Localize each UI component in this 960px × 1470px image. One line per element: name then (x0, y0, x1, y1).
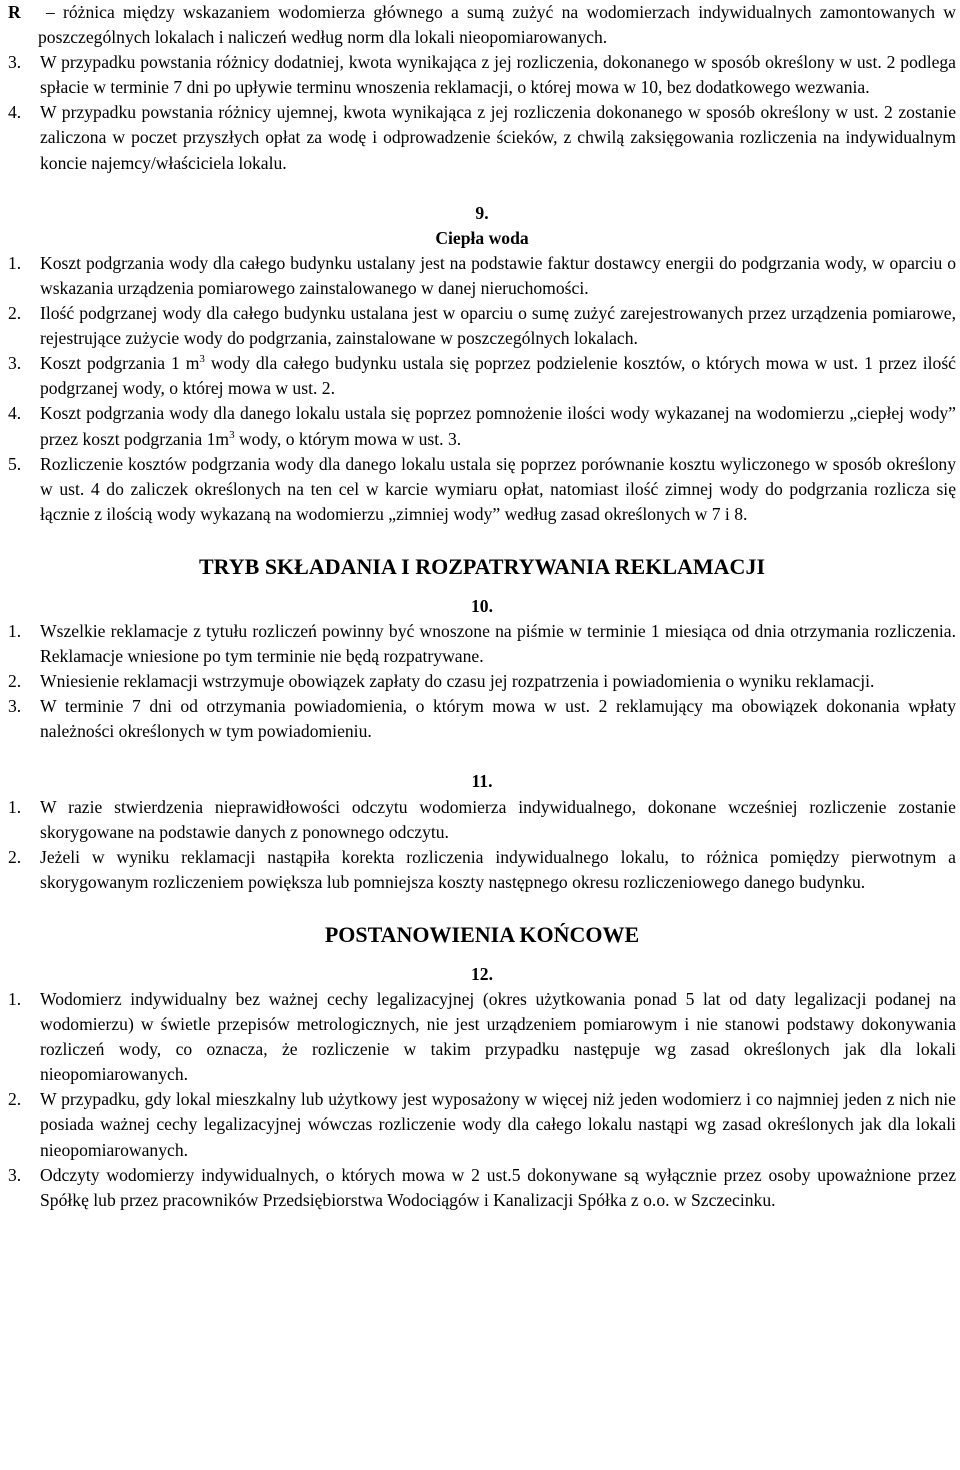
list-item (8, 50, 956, 100)
item-number: 1. (8, 989, 22, 1009)
item-text: Wniesienie reklamacji wstrzymuje obowiązek zapłaty do czasu jej rozpatrzenia i powiadomienia o wyniku reklamacji. (40, 671, 875, 692)
list-item (8, 351, 956, 401)
intro-symbol: R (8, 2, 21, 22)
item-text: Wszelkie reklamacje z tytułu rozliczeń powinny być wnoszone na piśmie w terminie 1 miesiąca od dnia otrzymania rozliczenia. Reklamacje wniesione po tym terminie nie będą rozpatrywane. (40, 620, 956, 667)
list-item (8, 795, 956, 845)
item-number: 4. (8, 403, 22, 424)
item-number: 2. (8, 846, 22, 867)
item-number: 2. (8, 671, 22, 692)
list-item (8, 452, 956, 527)
list-item (8, 669, 956, 694)
item-text: Wodomierz indywidualny bez ważnej cechy legalizacyjnej (okres użytkowania ponad 5 lat od daty legalizacji podanej na wodomierzu) w świetle przepisów metrologicznych, nie jest urządzeniem pomiarowym i nie stanowi podstawy dokonywania rozliczeń wody, co oznacza, że rozliczenie w takim przypadku następuje wg zasad określonych jak dla lokali nieopomiarowanych. (40, 989, 956, 1085)
section-12-number: 12. (471, 963, 493, 984)
item-text-part: Koszt podgrzania wody dla danego lokalu ustala się poprzez pomnożenie ilości wody wykazanej na wodomierzu „ciepłej wody” przez koszt podgrzania 1m (40, 403, 956, 449)
list-item (8, 619, 956, 669)
item-text-part: Koszt podgrzania 1 m (40, 353, 200, 374)
item-text (40, 401, 956, 451)
item-text: Ilość podgrzanej wody dla całego budynku ustalana jest w oparciu o sumę zużyć zarejestrowanych przez urządzenia pomiarowe, rejestrujące zużycie wody do podgrzania, zainstalowane w poszczególnych lokalach. (40, 303, 956, 349)
item-number: 3. (8, 696, 22, 717)
item-number: 2. (8, 1089, 22, 1110)
item-text: W razie stwierdzenia nieprawidłowości odczytu wodomierza indywidualnego, dokonane wcześniej rozliczenie zostanie skorygowane na podstawie danych z ponownego odczytu. (40, 796, 956, 842)
item-number: 4. (8, 102, 22, 123)
item-text-part: wody dla całego budynku ustala się poprzez podzielenie kosztów, o których mowa w ust. 1 przez ilość podgrzanej wody, o której mowa w ust. 2. (40, 353, 956, 399)
item-text: W terminie 7 dni od otrzymania powiadomienia, o którym mowa w ust. 2 reklamujący ma obowiązek dokonania wpłaty należności określonych w tym powiadomieniu. (40, 696, 956, 742)
list-item (8, 401, 956, 451)
item-text: Koszt podgrzania wody dla całego budynku ustalany jest na podstawie faktur dostawcy energii do podgrzania wody, w oparciu o wskazania urządzenia pomiarowego zainstalowanego w danej nieruchomości. (40, 252, 956, 298)
list-item (8, 100, 956, 175)
list-item (8, 1163, 956, 1213)
item-number: 5. (8, 453, 22, 474)
item-text: W przypadku powstania różnicy ujemnej, kwota wynikająca z jej rozliczenia dokonanego w sposób określony w ust. 2 zostanie zaliczona w poczet przyszłych opłat za wodę i odprowadzenie ścieków, z chwilą zaksięgowania rozliczenia na indywidualnym koncie najemcy/właściciela lokalu. (40, 102, 956, 173)
item-text: W przypadku powstania różnicy dodatniej, kwota wynikająca z jej rozliczenia, dokonanego w sposób określony w ust. 2 podlega spłacie w terminie 7 dni po upływie terminu wnoszenia reklamacji, o której mowa w 10, bez dodatkowego wezwania. (40, 52, 956, 98)
chapter-heading-final-provisions: POSTANOWIENIA KOŃCOWE (324, 921, 640, 947)
item-number: 1. (8, 252, 22, 273)
section-9-number: 9. (475, 202, 489, 223)
chapter-heading-complaints: TRYB SKŁADANIA I ROZPATRYWANIA REKLAMACJI (198, 553, 766, 579)
item-text (40, 351, 956, 401)
list-item (8, 301, 956, 351)
item-number: 1. (8, 796, 22, 817)
superscript: 3 (229, 428, 235, 441)
item-text: W przypadku, gdy lokal mieszkalny lub użytkowy jest wyposażony w więcej niż jeden wodomierz i co najmniej jeden z nich nie posiada ważnej cechy legalizacyjnej wówczas rozliczenie wody dla całego lokalu nastąpi wg zasad określonych jak dla lokali nieopomiarowanych. (40, 1089, 956, 1160)
item-text: Rozliczenie kosztów podgrzania wody dla danego lokalu ustala się poprzez porównanie kosztu wyliczonego w sposób określony w ust. 4 do zaliczek określonych na ten cel w karcie wymiaru opłat, natomiast ilość zimnej wody do podgrzania rozlicza się łącznie z ilością wody wykazaną na wodomierzu „zimniej wody” według zasad określonych w 7 i 8. (40, 453, 956, 524)
item-number: 3. (8, 52, 22, 73)
item-text: Jeżeli w wyniku reklamacji nastąpiła korekta rozliczenia indywidualnego lokalu, to różnica pomiędzy pierwotnym a skorygowanym rozliczeniem powiększa lub pomniejsza koszty następnego okresu rozliczeniowego danego budynku. (40, 846, 956, 892)
list-item (8, 1087, 956, 1162)
list-item (8, 251, 956, 301)
section-9-title: Ciepła woda (435, 227, 529, 248)
item-number: 2. (8, 303, 22, 324)
section-10-number: 10. (471, 595, 493, 616)
intro-definition (8, 0, 956, 50)
item-number: 3. (8, 1164, 22, 1185)
item-number: 1. (8, 620, 22, 641)
item-text-part: wody, o którym mowa w ust. 3. (234, 428, 462, 449)
intro-text: – różnica między wskazaniem wodomierza głównego a sumą zużyć na wodomierzach indywidualnych zamontowanych w poszczególnych lokalach i naliczeń według norm dla lokali nieopomiarowanych. (38, 2, 956, 48)
item-text: Odczyty wodomierzy indywidualnych, o których mowa w 2 ust.5 dokonywane są wyłącznie przez osoby upoważnione przez Spółkę lub przez pracowników Przedsiębiorstwa Wodociągów i Kanalizacji Spółka z o.o. w Szczecinku. (40, 1164, 956, 1210)
item-number: 3. (8, 353, 22, 374)
list-item (8, 694, 956, 744)
superscript: 3 (199, 353, 205, 366)
list-item (8, 987, 956, 1087)
list-item (8, 845, 956, 895)
section-11-number: 11. (471, 771, 493, 792)
